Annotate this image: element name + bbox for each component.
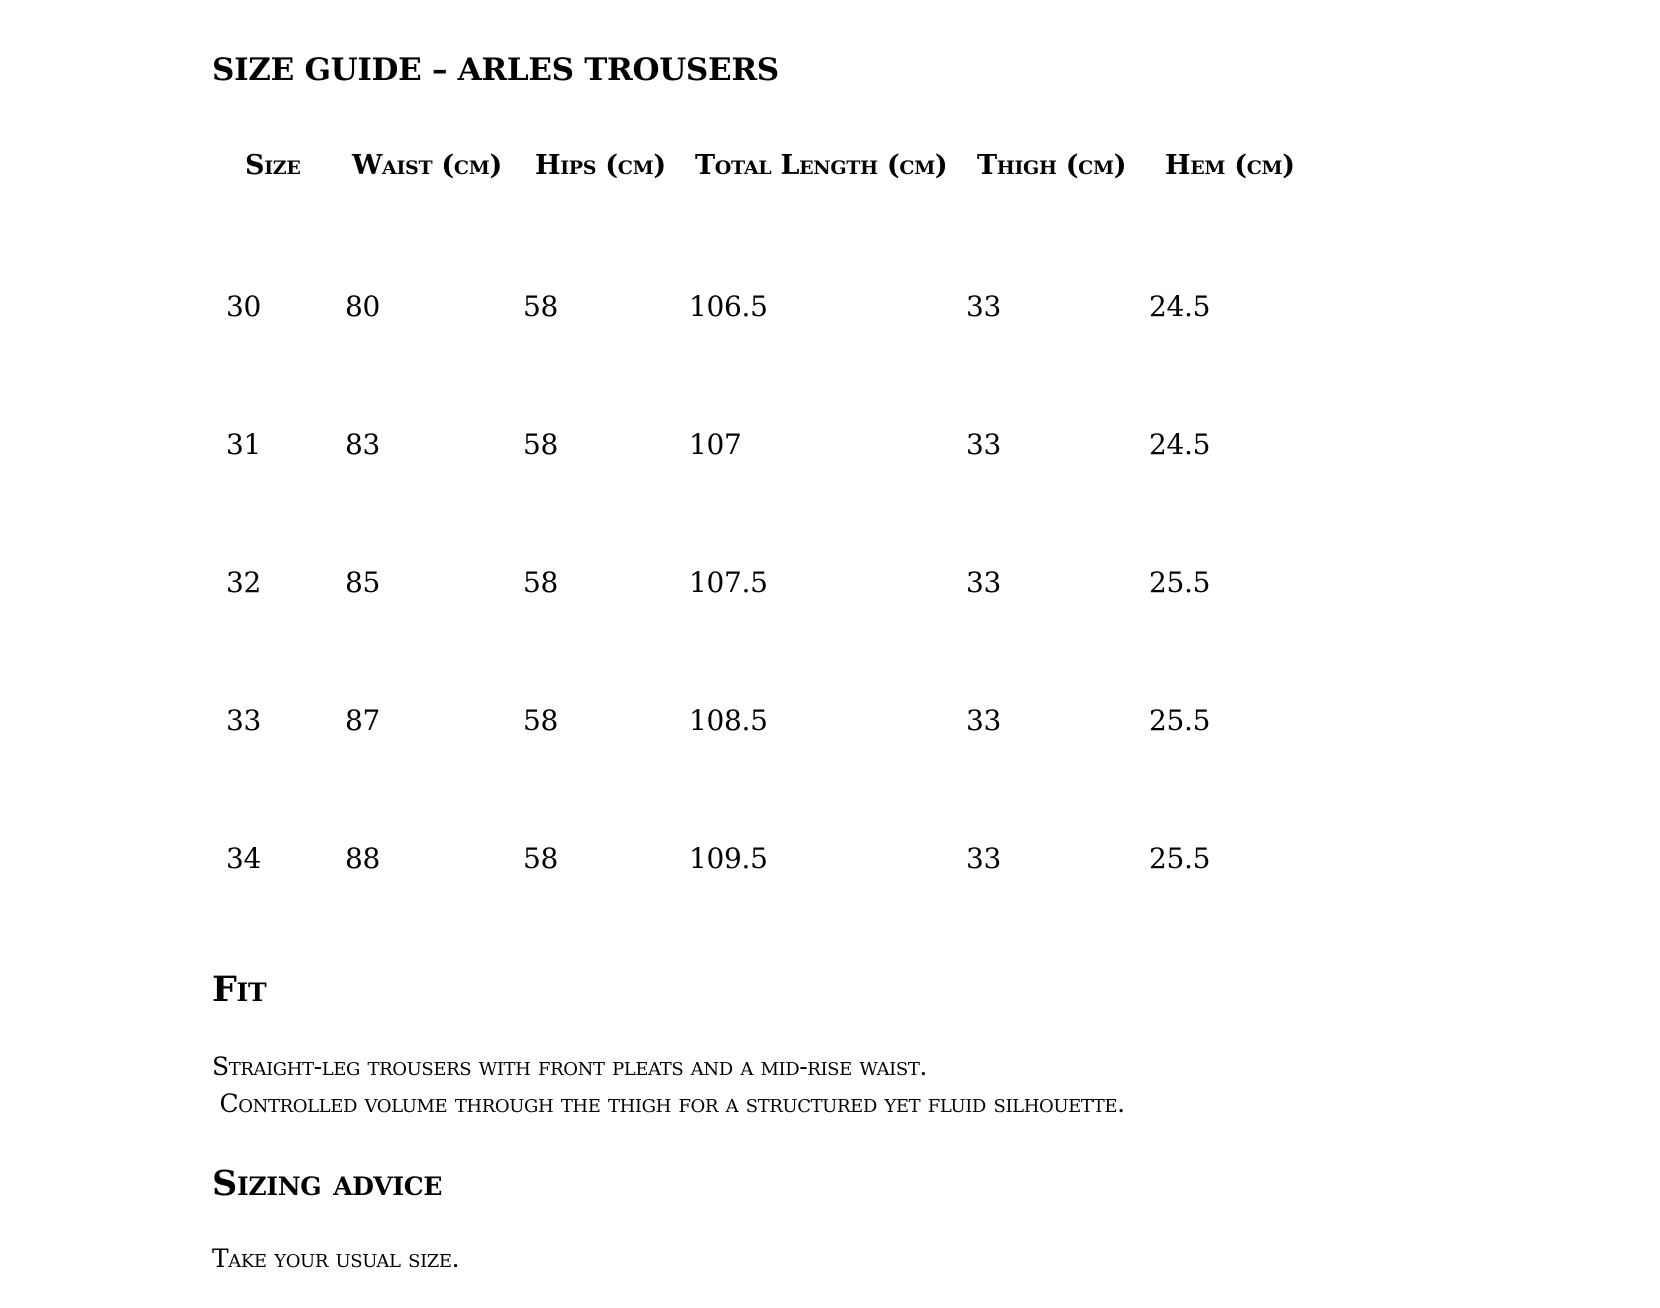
- table-header-row: [212, 150, 1392, 200]
- cell-waist: 87: [345, 704, 381, 737]
- cell-hips: 58: [523, 842, 559, 875]
- cell-thigh: 33: [966, 566, 1002, 599]
- column-header-waist: Waist (cm): [352, 150, 502, 181]
- cell-size: 32: [226, 566, 262, 599]
- cell-hips: 58: [523, 428, 559, 461]
- fit-description: [212, 1048, 1125, 1122]
- cell-size: 31: [226, 428, 262, 461]
- table-row: [212, 290, 1392, 330]
- cell-hem: 25.5: [1149, 566, 1211, 599]
- cell-thigh: 33: [966, 842, 1002, 875]
- sizing-advice-heading: Sizing advice: [212, 1163, 443, 1204]
- cell-hem: 24.5: [1149, 428, 1211, 461]
- cell-total-length: 107.5: [689, 566, 768, 599]
- cell-thigh: 33: [966, 428, 1002, 461]
- cell-hips: 58: [523, 290, 559, 323]
- column-header-total-length: Total Length (cm): [695, 150, 948, 181]
- table-row: [212, 566, 1392, 606]
- table-row: [212, 842, 1392, 882]
- cell-waist: 85: [345, 566, 381, 599]
- fit-description-line-1: Straight-leg trousers with front pleats and a mid-rise waist.: [212, 1052, 927, 1081]
- cell-size: 33: [226, 704, 262, 737]
- cell-waist: 80: [345, 290, 381, 323]
- size-table: [212, 150, 1392, 875]
- cell-thigh: 33: [966, 290, 1002, 323]
- cell-waist: 88: [345, 842, 381, 875]
- cell-hips: 58: [523, 566, 559, 599]
- cell-thigh: 33: [966, 704, 1002, 737]
- cell-total-length: 109.5: [689, 842, 768, 875]
- cell-hem: 25.5: [1149, 704, 1211, 737]
- column-header-size: Size: [245, 150, 301, 181]
- column-header-hem: Hem (cm): [1165, 150, 1295, 181]
- cell-total-length: 106.5: [689, 290, 768, 323]
- table-row: [212, 704, 1392, 744]
- fit-heading: Fit: [212, 969, 267, 1010]
- cell-size: 30: [226, 290, 262, 323]
- cell-hem: 24.5: [1149, 290, 1211, 323]
- cell-hips: 58: [523, 704, 559, 737]
- table-row: [212, 428, 1392, 468]
- fit-description-line-2: Controlled volume through the thigh for a structured yet fluid silhouette.: [212, 1089, 1125, 1118]
- column-header-thigh: Thigh (cm): [977, 150, 1127, 181]
- cell-hem: 25.5: [1149, 842, 1211, 875]
- cell-total-length: 108.5: [689, 704, 768, 737]
- sizing-advice-text: Take your usual size.: [212, 1244, 460, 1273]
- cell-waist: 83: [345, 428, 381, 461]
- cell-size: 34: [226, 842, 262, 875]
- page-title: SIZE GUIDE – ARLES TROUSERS: [212, 52, 779, 88]
- cell-total-length: 107: [689, 428, 742, 461]
- column-header-hips: Hips (cm): [535, 150, 666, 181]
